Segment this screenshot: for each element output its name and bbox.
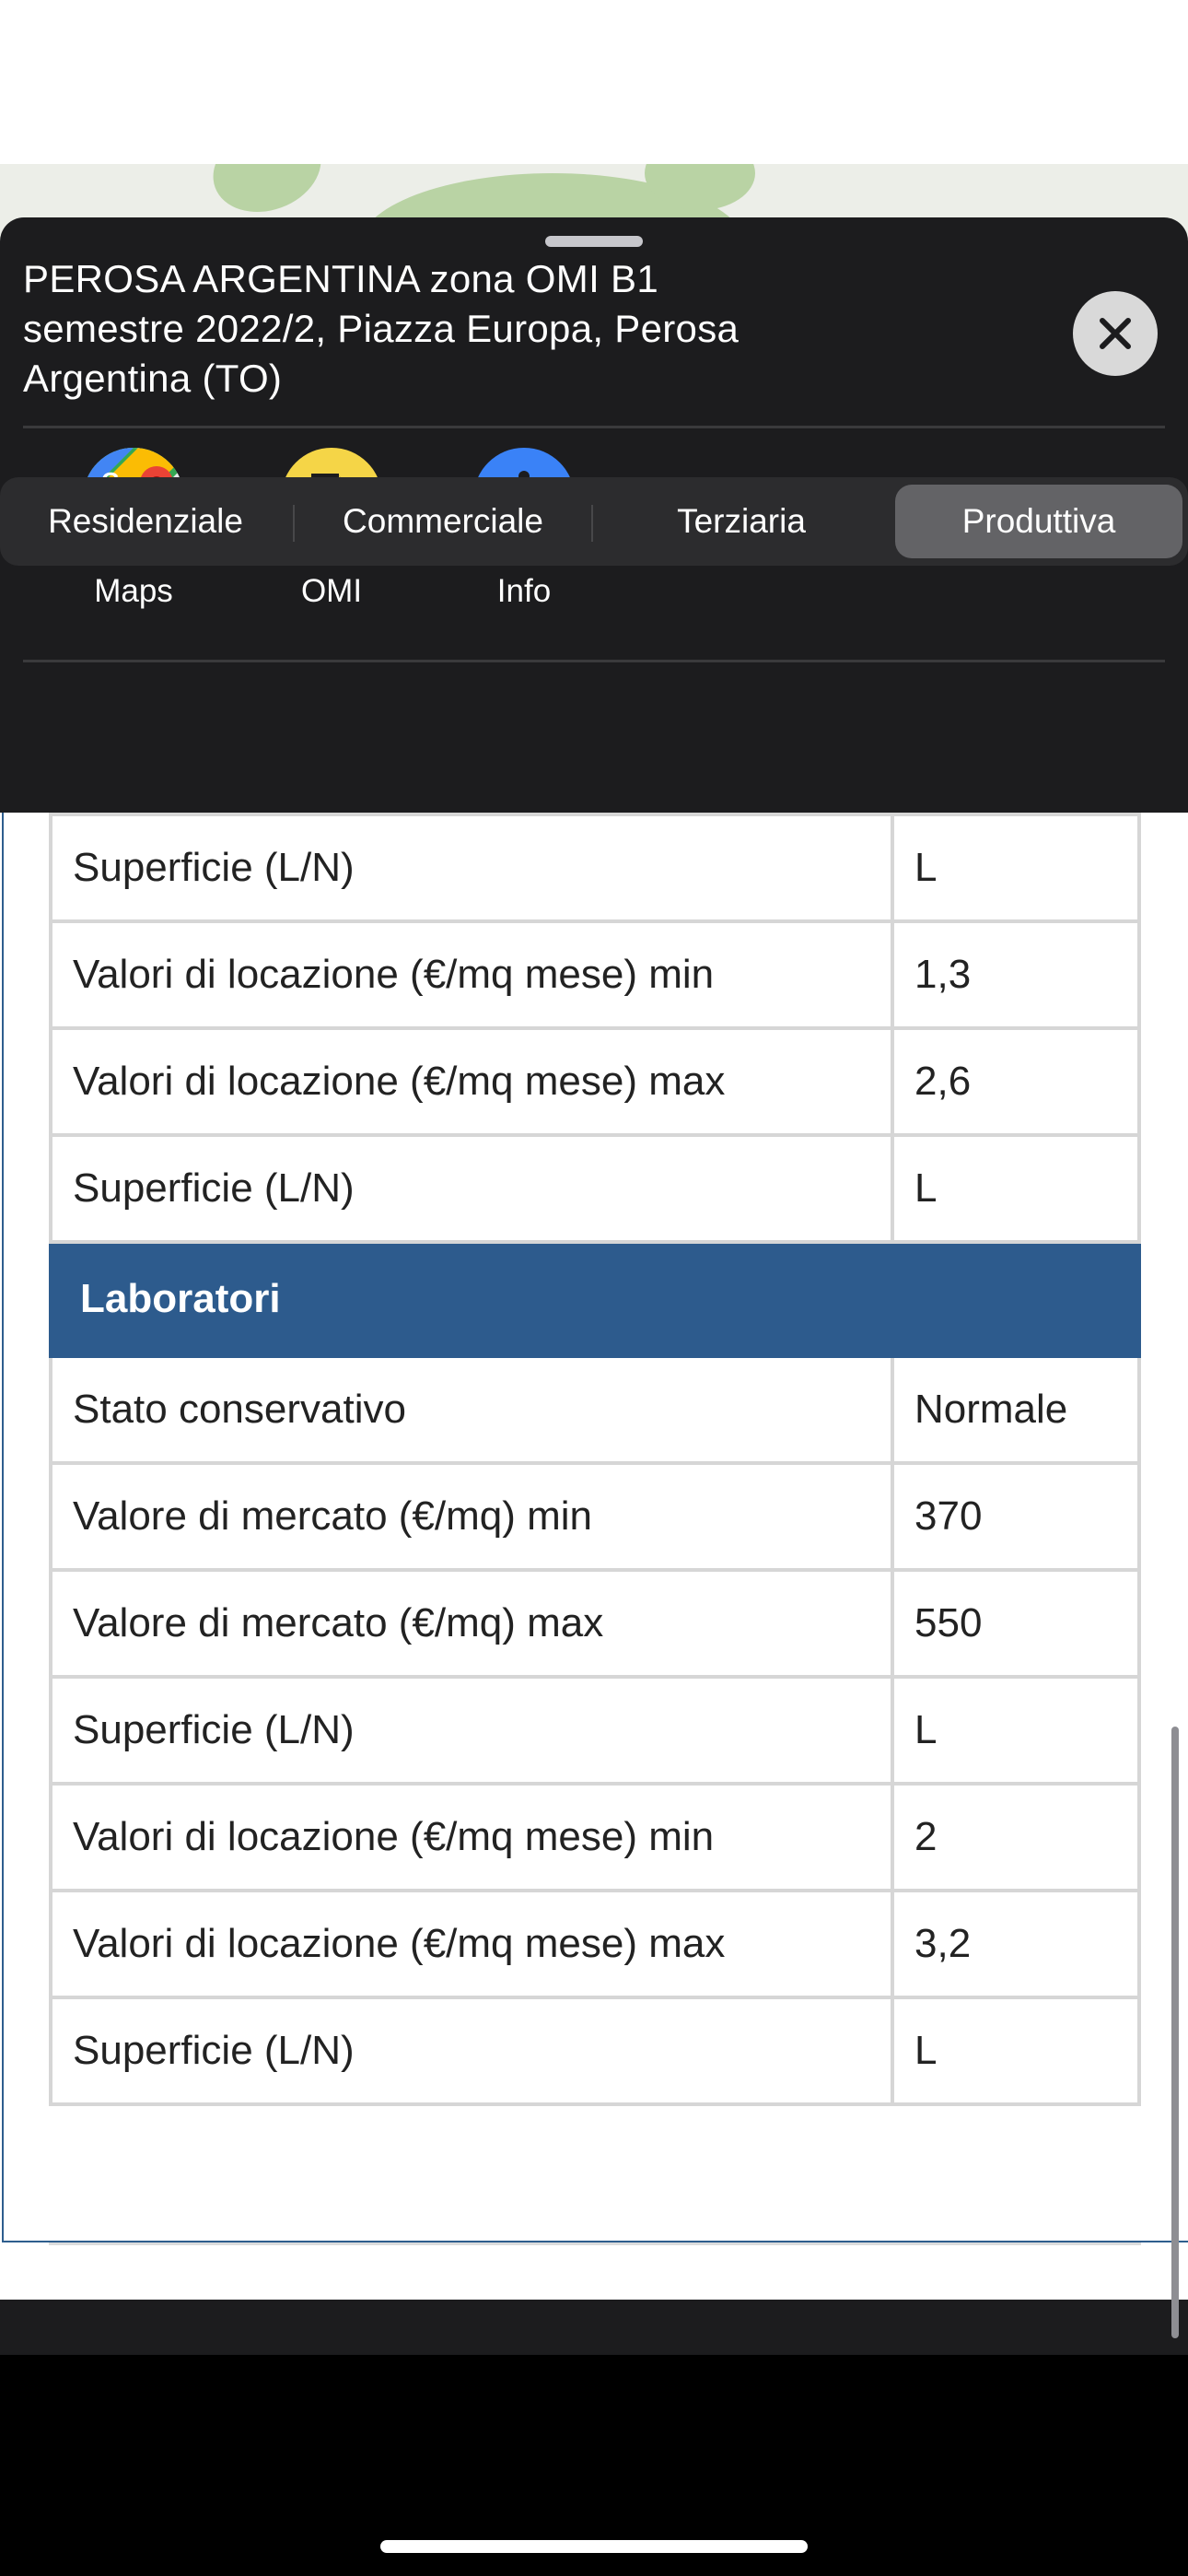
scroll-indicator[interactable] bbox=[1171, 1727, 1179, 2338]
category-segmented-control bbox=[0, 477, 1188, 566]
row-label: Superficie (L/N) bbox=[51, 814, 892, 921]
row-value: Normale bbox=[892, 1356, 1139, 1463]
maps-label: Maps bbox=[94, 573, 173, 609]
section-header-row bbox=[51, 1242, 1139, 1356]
table-row bbox=[51, 1997, 1139, 2104]
table-row bbox=[51, 1677, 1139, 1784]
row-value: 1,3 bbox=[892, 921, 1139, 1028]
tab-produttiva[interactable]: Produttiva bbox=[895, 485, 1182, 558]
row-label: Stato conservativo bbox=[51, 1356, 892, 1463]
table-row bbox=[51, 1891, 1139, 1997]
home-indicator[interactable] bbox=[380, 2540, 808, 2553]
table-row bbox=[51, 1028, 1139, 1135]
tab-terziaria[interactable]: Terziaria bbox=[677, 502, 806, 540]
row-label: Valori di locazione (€/mq mese) min bbox=[51, 921, 892, 1028]
table-row bbox=[51, 1135, 1139, 1242]
row-value: 370 bbox=[892, 1463, 1139, 1570]
close-button[interactable] bbox=[1073, 291, 1158, 376]
info-label: Info bbox=[496, 573, 552, 609]
row-label: Valori di locazione (€/mq mese) max bbox=[51, 1891, 892, 1997]
divider bbox=[23, 426, 1165, 428]
row-value: L bbox=[892, 1677, 1139, 1784]
row-value: 2 bbox=[892, 1784, 1139, 1891]
row-label: Superficie (L/N) bbox=[51, 1997, 892, 2104]
table-row bbox=[51, 1784, 1139, 1891]
divider bbox=[23, 660, 1165, 662]
sheet-grabber[interactable] bbox=[545, 236, 643, 247]
row-value: 2,6 bbox=[892, 1028, 1139, 1135]
values-table bbox=[49, 813, 1141, 2106]
row-value: 550 bbox=[892, 1570, 1139, 1677]
content-bottom-divider bbox=[49, 2242, 1141, 2245]
content-panel bbox=[0, 813, 1188, 2300]
row-label: Valori di locazione (€/mq mese) max bbox=[51, 1028, 892, 1135]
sheet-title: PEROSA ARGENTINA zona OMI B1 semestre 2022/2, Piazza Europa, Perosa Argentina (TO) bbox=[23, 257, 740, 400]
row-label: Valore di mercato (€/mq) min bbox=[51, 1463, 892, 1570]
row-label: Valori di locazione (€/mq mese) min bbox=[51, 1784, 892, 1891]
status-bar-area bbox=[0, 0, 1188, 164]
close-icon bbox=[1097, 315, 1134, 352]
row-value: L bbox=[892, 814, 1139, 921]
table-row bbox=[51, 1570, 1139, 1677]
row-value: L bbox=[892, 1997, 1139, 2104]
row-value: L bbox=[892, 1135, 1139, 1242]
row-label: Superficie (L/N) bbox=[51, 1677, 892, 1784]
table-row bbox=[51, 921, 1139, 1028]
row-label: Valore di mercato (€/mq) max bbox=[51, 1570, 892, 1677]
row-label: Superficie (L/N) bbox=[51, 1135, 892, 1242]
omi-label: OMI bbox=[300, 573, 363, 609]
table-row bbox=[51, 814, 1139, 921]
tab-residenziale[interactable]: Residenziale bbox=[48, 502, 243, 540]
row-value: 3,2 bbox=[892, 1891, 1139, 1997]
tab-commerciale[interactable]: Commerciale bbox=[343, 502, 543, 540]
table-row bbox=[51, 1463, 1139, 1570]
section-title: Laboratori bbox=[51, 1242, 1139, 1356]
table-row bbox=[51, 1356, 1139, 1463]
